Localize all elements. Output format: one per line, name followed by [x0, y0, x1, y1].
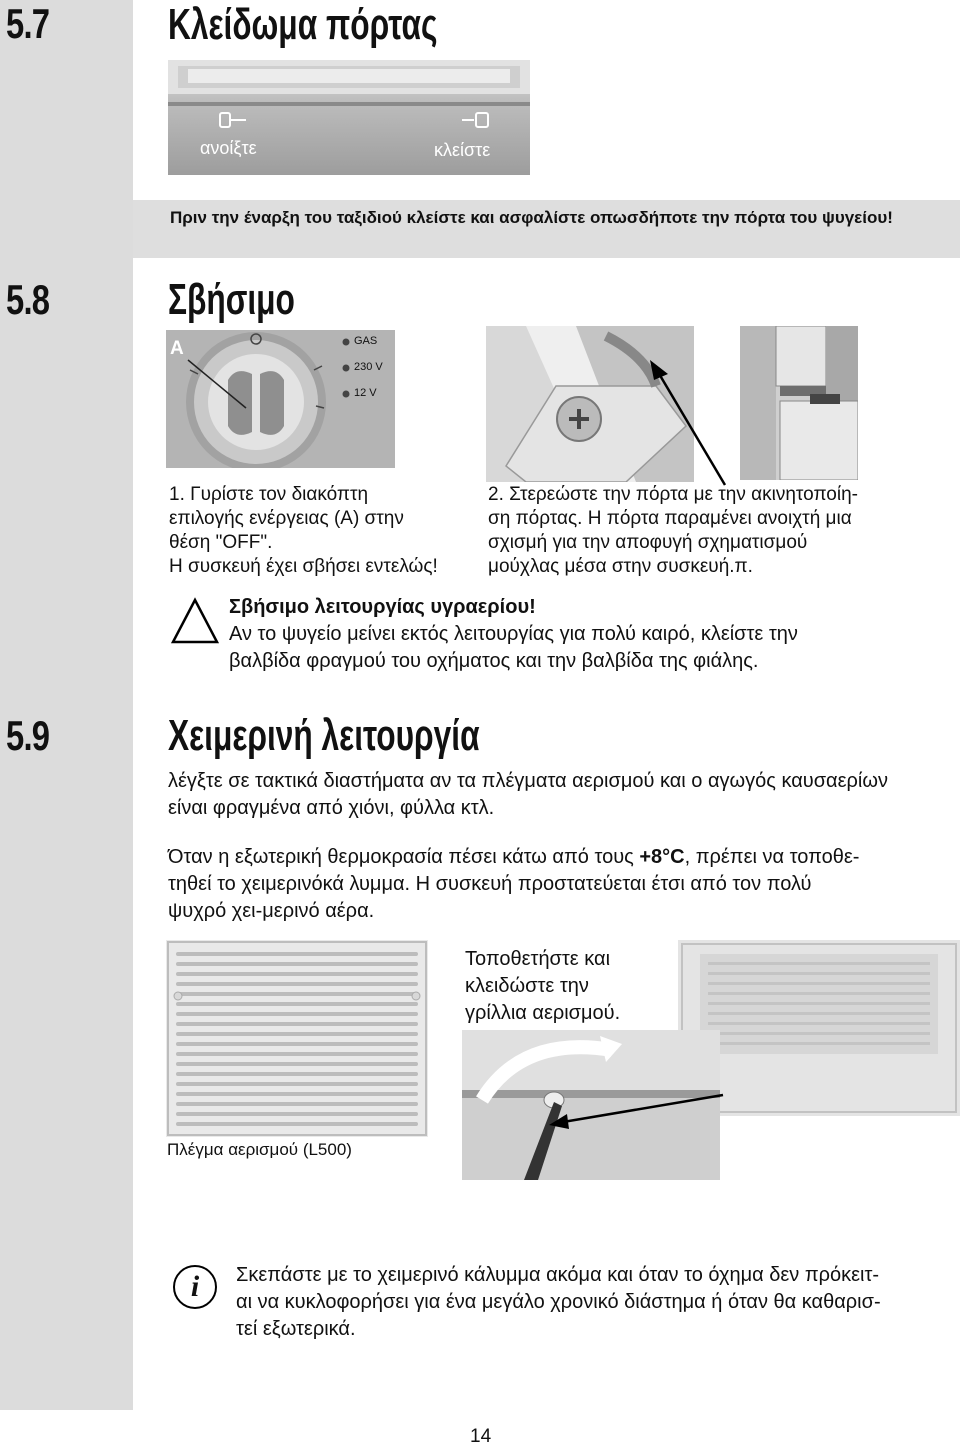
gas-warning-title: Σβήσιμο λειτουργίας υγραερίου! [229, 596, 536, 618]
section-number-5-9: 5.9 [6, 712, 50, 759]
step2-text [488, 483, 858, 579]
warning-triangle-icon [170, 597, 220, 645]
step1-line-1: 1. Γυρίστε τον διακόπτη [169, 484, 369, 505]
step1-line-4: Η συσκευή έχει σβήσει εντελώς! [169, 556, 438, 577]
open-label: ανοίξτε [200, 138, 257, 158]
winter-para-2-line-1: Όταν η εξωτερική θερμοκρασία πέσει κάτω από τους +8°C, πρέπει να τοποθε- [168, 846, 860, 868]
winter-para-2-line-3: ψυχρό χει-μερινό αέρα. [168, 900, 375, 922]
winter-para-2-line-2: τηθεί το χειμερινόκά λυμμα. Η συσκευή προστατεύεται έτσι από τον πολύ [168, 873, 812, 895]
winter-para-2 [168, 844, 859, 925]
label-a: A [170, 338, 184, 359]
install-line-3: γρίλλια αερισμού. [465, 1002, 621, 1024]
install-line-2: κλειδώστε την [465, 975, 589, 997]
pointer-arrow-2 [545, 1085, 725, 1135]
winter-para-1-line-1: λέγξτε σε τακτικά διαστήματα αν τα πλέγματα αερισμού και ο αγωγός καυσαερίων [168, 770, 888, 792]
door-lock-note: Πριν την έναρξη του ταξιδιού κλείστε και ασφαλίστε οπωσδήποτε την πόρτα του ψυγείου! [170, 208, 893, 227]
install-line-1: Τοποθετήστε και [465, 948, 611, 970]
left-margin-band [0, 0, 133, 1410]
info-note-line-3: τεί εξωτερικά. [236, 1318, 356, 1340]
grille-caption: Πλέγμα αερισμού (L500) [167, 1140, 352, 1159]
energy-selector-photo [166, 330, 395, 468]
step1-line-3: θέση "OFF". [169, 532, 273, 553]
door-lock-note-box [133, 200, 960, 258]
close-label: κλείστε [434, 140, 491, 160]
winter-para-1-line-2: είναι φραγμένα από χιόνι, φύλλα κτλ. [168, 797, 495, 819]
step2-line-3: σχισμή για την αποφυγή σχηματισμού [488, 532, 808, 553]
section-number-5-8: 5.8 [6, 276, 50, 323]
page-number: 14 [470, 1426, 492, 1447]
gas-warning [229, 594, 798, 675]
winter-para-1 [168, 768, 888, 822]
door-lock-photo [168, 60, 530, 175]
gas-warning-line-2: βαλβίδα φραγμού του οχήματος και την βαλβίδα της φιάλης. [229, 650, 759, 672]
info-note-line-1: Σκεπάστε με το χειμερινό κάλυμμα ακόμα και όταν το όχημα δεν πρόκειτ- [236, 1264, 880, 1286]
vent-grille-photo [166, 940, 428, 1137]
info-note-line-2: αι να κυκλοφορήσει για ένα μεγάλο χρονικό διάστημα ή όταν θα καθαρισ- [236, 1291, 881, 1313]
panel-230v-label: 230 V [354, 361, 383, 373]
door-gap-photo [740, 326, 858, 480]
pointer-arrow [640, 360, 740, 490]
gas-warning-line-1: Αν το ψυγείο μείνει εκτός λειτουργίας για πολύ καιρό, κλείστε την [229, 623, 798, 645]
install-instruction [465, 946, 620, 1027]
section-title-door-lock: Κλείδωμα πόρτας [168, 0, 438, 49]
step1-text [169, 483, 438, 579]
panel-12v-label: 12 V [354, 387, 377, 399]
info-icon-letter: i [190, 1270, 200, 1303]
step2-line-4: μούχλας μέσα στην συσκευή.π. [488, 556, 753, 577]
step2-line-1: 2. Στερεώστε την πόρτα με την ακινητοποίη- [488, 484, 858, 505]
step2-line-2: ση πόρτας. Η πόρτα παραμένει ανοιχτή μια [488, 508, 852, 529]
section-title-shutdown: Σβήσιμο [168, 275, 295, 324]
step1-line-2: επιλογής ενέργειας (A) στην [169, 508, 404, 529]
info-note [236, 1262, 881, 1343]
section-number-5-7: 5.7 [6, 0, 50, 47]
panel-gas-label: GAS [354, 335, 378, 347]
section-title-winter: Χειμερινή λειτουργία [168, 711, 480, 760]
